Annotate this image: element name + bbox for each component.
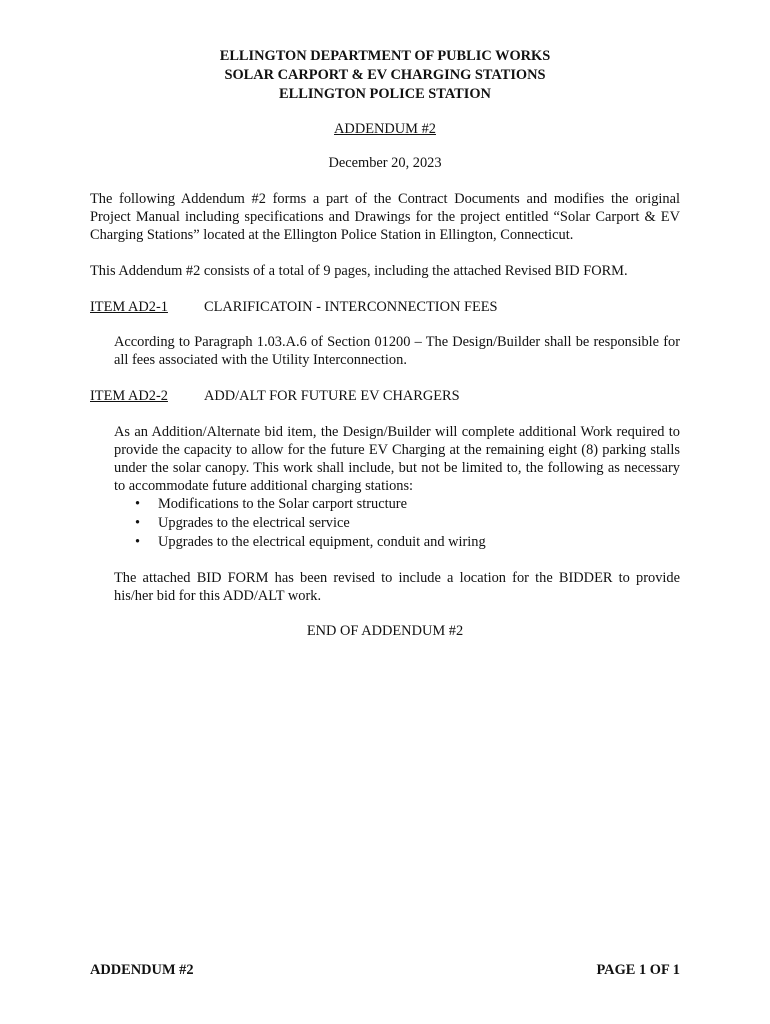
footer-addendum-label: ADDENDUM #2 <box>90 962 194 978</box>
item-title: ADD/ALT FOR FUTURE EV CHARGERS <box>204 388 460 404</box>
attached-paragraph: The attached BID FORM has been revised to include a location for the BIDDER to provide his/her bid for this ADD/ALT work. <box>114 570 680 604</box>
addendum-date: December 20, 2023 <box>328 155 442 171</box>
bullet-icon: • <box>135 515 141 531</box>
item-title: CLARIFICATOIN - INTERCONNECTION FEES <box>204 299 498 315</box>
item-body: As an Addition/Alternate bid item, the Design/Builder will complete additional Work required to provide the capacity to allow for the future EV Charging at the remaining eight (8) parking stalls under the solar canopy. This work shall include, but not be limited to, the following as necessary to accommodate future additional charging stations: <box>114 424 680 494</box>
item-label: ITEM AD2-2 <box>90 388 168 404</box>
list-item <box>114 495 674 514</box>
bullet-list <box>114 495 674 552</box>
item-heading <box>90 298 680 316</box>
bullet-icon: • <box>135 534 141 550</box>
header-line-location: ELLINGTON POLICE STATION <box>279 86 491 102</box>
item-heading <box>90 387 680 405</box>
addendum-title: ADDENDUM #2 <box>334 121 436 137</box>
list-item-text: Upgrades to the electrical equipment, conduit and wiring <box>158 534 486 550</box>
list-item-text: Modifications to the Solar carport structure <box>158 496 407 512</box>
consists-paragraph: This Addendum #2 consists of a total of 9 pages, including the attached Revised BID FORM. <box>90 263 628 279</box>
bullet-icon: • <box>135 496 141 512</box>
intro-paragraph: The following Addendum #2 forms a part of the Contract Documents and modifies the original Project Manual including specifications and Drawings for the project entitled “Solar Carport & EV Charging Stations” located at the Ellington Police Station in Ellington, Connecticut. <box>90 191 680 243</box>
list-item <box>114 533 674 552</box>
item-label: ITEM AD2-1 <box>90 299 168 315</box>
end-of-addendum: END OF ADDENDUM #2 <box>306 623 464 639</box>
document-header <box>0 47 770 104</box>
header-line-project: SOLAR CARPORT & EV CHARGING STATIONS <box>224 67 546 83</box>
list-item <box>114 514 674 533</box>
footer-page-number: PAGE 1 OF 1 <box>596 962 680 978</box>
header-line-department: ELLINGTON DEPARTMENT OF PUBLIC WORKS <box>219 48 551 64</box>
list-item-text: Upgrades to the electrical service <box>158 515 350 531</box>
item-body: According to Paragraph 1.03.A.6 of Section 01200 – The Design/Builder shall be responsible for all fees associated with the Utility Interconnection. <box>114 334 680 368</box>
